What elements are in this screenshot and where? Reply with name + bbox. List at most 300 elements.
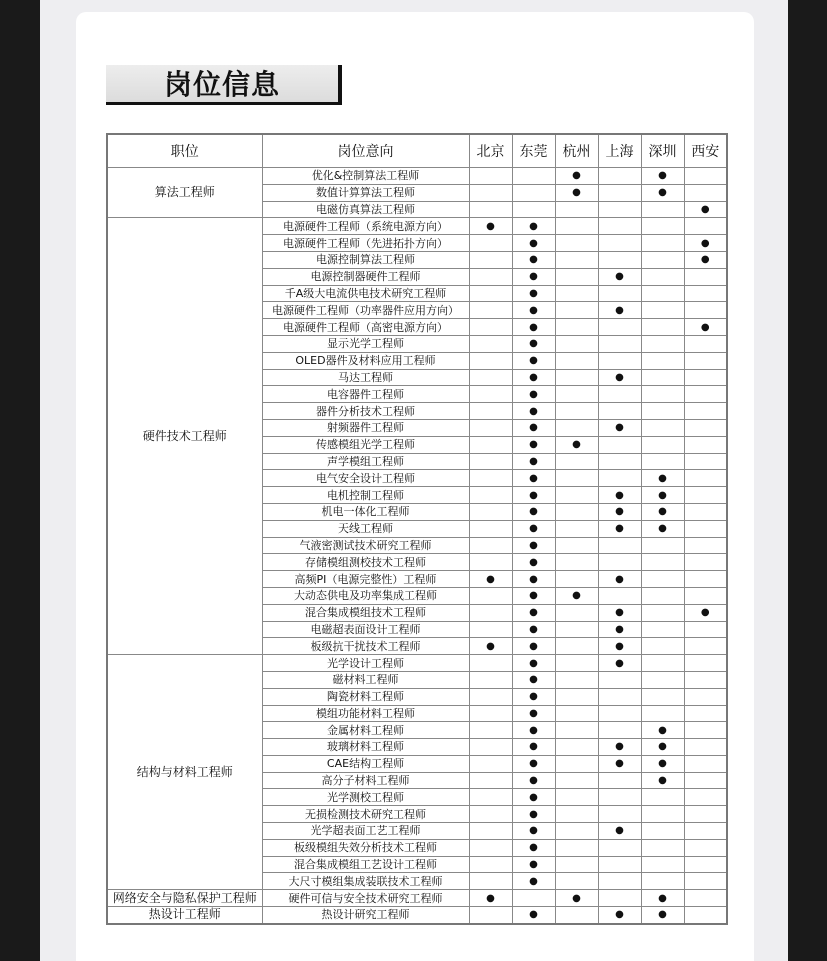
- job-title-cell: 板级抗干扰技术工程师: [262, 638, 469, 655]
- location-empty-cell: [555, 319, 598, 336]
- location-empty-cell: [641, 655, 684, 672]
- location-empty-cell: [598, 537, 641, 554]
- location-empty-cell: [469, 168, 512, 185]
- location-dot-icon: ●: [598, 907, 641, 924]
- location-empty-cell: [684, 655, 727, 672]
- location-empty-cell: [469, 369, 512, 386]
- location-empty-cell: [641, 604, 684, 621]
- job-title-cell: 电机控制工程师: [262, 487, 469, 504]
- location-empty-cell: [684, 453, 727, 470]
- location-empty-cell: [555, 554, 598, 571]
- job-title-cell: 数值计算算法工程师: [262, 184, 469, 201]
- location-empty-cell: [641, 352, 684, 369]
- location-empty-cell: [641, 688, 684, 705]
- location-empty-cell: [684, 890, 727, 907]
- location-empty-cell: [684, 705, 727, 722]
- location-empty-cell: [641, 403, 684, 420]
- location-empty-cell: [598, 251, 641, 268]
- location-dot-icon: ●: [512, 520, 555, 537]
- location-empty-cell: [555, 218, 598, 235]
- location-empty-cell: [469, 436, 512, 453]
- location-dot-icon: ●: [598, 369, 641, 386]
- location-empty-cell: [469, 319, 512, 336]
- location-empty-cell: [469, 806, 512, 823]
- location-empty-cell: [469, 251, 512, 268]
- table-row: [107, 907, 727, 924]
- location-dot-icon: ●: [641, 184, 684, 201]
- location-empty-cell: [555, 621, 598, 638]
- location-empty-cell: [469, 688, 512, 705]
- location-dot-icon: ●: [641, 907, 684, 924]
- location-dot-icon: ●: [469, 890, 512, 907]
- section-title-box: [106, 65, 342, 105]
- location-empty-cell: [684, 218, 727, 235]
- location-empty-cell: [598, 201, 641, 218]
- location-empty-cell: [598, 890, 641, 907]
- job-title-cell: 电磁超表面设计工程师: [262, 621, 469, 638]
- location-empty-cell: [469, 722, 512, 739]
- location-empty-cell: [469, 235, 512, 252]
- job-title-cell: 电源硬件工程师（系统电源方向）: [262, 218, 469, 235]
- job-title-cell: 电气安全设计工程师: [262, 470, 469, 487]
- location-dot-icon: ●: [598, 739, 641, 756]
- location-empty-cell: [684, 739, 727, 756]
- location-dot-icon: ●: [641, 470, 684, 487]
- category-cell: 结构与材料工程师: [107, 655, 262, 890]
- location-empty-cell: [684, 403, 727, 420]
- location-dot-icon: ●: [512, 403, 555, 420]
- job-title-cell: 电源硬件工程师（功率器件应用方向）: [262, 302, 469, 319]
- location-empty-cell: [555, 369, 598, 386]
- location-empty-cell: [684, 386, 727, 403]
- header-city-hangzhou: 杭州: [555, 134, 598, 168]
- location-dot-icon: ●: [512, 352, 555, 369]
- location-empty-cell: [598, 218, 641, 235]
- header-city-xian: 西安: [684, 134, 727, 168]
- job-title-cell: 硬件可信与安全技术研究工程师: [262, 890, 469, 907]
- location-empty-cell: [598, 285, 641, 302]
- location-dot-icon: ●: [512, 705, 555, 722]
- job-title-cell: 光学设计工程师: [262, 655, 469, 672]
- location-empty-cell: [684, 755, 727, 772]
- location-empty-cell: [641, 319, 684, 336]
- location-empty-cell: [555, 235, 598, 252]
- table-row: [107, 890, 727, 907]
- location-empty-cell: [598, 772, 641, 789]
- location-empty-cell: [469, 302, 512, 319]
- location-empty-cell: [469, 873, 512, 890]
- location-empty-cell: [641, 419, 684, 436]
- header-intention: 岗位意向: [262, 134, 469, 168]
- job-title-cell: 金属材料工程师: [262, 722, 469, 739]
- location-dot-icon: ●: [512, 806, 555, 823]
- location-dot-icon: ●: [512, 688, 555, 705]
- location-empty-cell: [598, 352, 641, 369]
- location-empty-cell: [555, 352, 598, 369]
- location-dot-icon: ●: [598, 621, 641, 638]
- location-dot-icon: ●: [512, 789, 555, 806]
- location-empty-cell: [684, 352, 727, 369]
- location-dot-icon: ●: [598, 302, 641, 319]
- location-empty-cell: [555, 302, 598, 319]
- location-empty-cell: [469, 705, 512, 722]
- job-title-cell: 高频PI（电源完整性）工程师: [262, 571, 469, 588]
- location-dot-icon: ●: [469, 218, 512, 235]
- location-empty-cell: [555, 856, 598, 873]
- location-empty-cell: [555, 789, 598, 806]
- location-dot-icon: ●: [598, 638, 641, 655]
- location-empty-cell: [555, 386, 598, 403]
- location-dot-icon: ●: [641, 739, 684, 756]
- location-empty-cell: [469, 537, 512, 554]
- location-empty-cell: [598, 789, 641, 806]
- header-city-dongguan: 东莞: [512, 134, 555, 168]
- location-dot-icon: ●: [598, 655, 641, 672]
- location-empty-cell: [598, 873, 641, 890]
- location-empty-cell: [469, 671, 512, 688]
- job-title-cell: 大尺寸模组集成装联技术工程师: [262, 873, 469, 890]
- job-title-cell: 电源硬件工程师（先进拓扑方向）: [262, 235, 469, 252]
- location-empty-cell: [684, 503, 727, 520]
- location-empty-cell: [598, 856, 641, 873]
- location-dot-icon: ●: [469, 638, 512, 655]
- location-dot-icon: ●: [684, 235, 727, 252]
- location-dot-icon: ●: [555, 184, 598, 201]
- location-empty-cell: [684, 789, 727, 806]
- location-empty-cell: [469, 755, 512, 772]
- location-empty-cell: [641, 436, 684, 453]
- location-empty-cell: [555, 453, 598, 470]
- location-empty-cell: [469, 587, 512, 604]
- location-dot-icon: ●: [641, 722, 684, 739]
- location-empty-cell: [598, 168, 641, 185]
- location-empty-cell: [641, 789, 684, 806]
- location-empty-cell: [598, 554, 641, 571]
- location-empty-cell: [641, 671, 684, 688]
- location-empty-cell: [684, 873, 727, 890]
- location-empty-cell: [684, 487, 727, 504]
- job-title-cell: 传感模组光学工程师: [262, 436, 469, 453]
- location-empty-cell: [641, 386, 684, 403]
- table-header-row: [107, 134, 727, 168]
- location-dot-icon: ●: [512, 470, 555, 487]
- location-empty-cell: [684, 285, 727, 302]
- job-title-cell: 玻璃材料工程师: [262, 739, 469, 756]
- location-dot-icon: ●: [512, 302, 555, 319]
- job-title-cell: 电磁仿真算法工程师: [262, 201, 469, 218]
- location-dot-icon: ●: [512, 268, 555, 285]
- location-dot-icon: ●: [512, 251, 555, 268]
- location-empty-cell: [469, 621, 512, 638]
- location-empty-cell: [641, 554, 684, 571]
- location-empty-cell: [598, 839, 641, 856]
- location-empty-cell: [684, 268, 727, 285]
- location-empty-cell: [555, 335, 598, 352]
- job-title-cell: 马达工程师: [262, 369, 469, 386]
- location-dot-icon: ●: [684, 604, 727, 621]
- location-empty-cell: [684, 823, 727, 840]
- section-title: 岗位信息: [164, 68, 281, 101]
- location-dot-icon: ●: [684, 201, 727, 218]
- location-dot-icon: ●: [512, 755, 555, 772]
- location-dot-icon: ●: [512, 335, 555, 352]
- location-empty-cell: [469, 789, 512, 806]
- left-dark-border: [0, 0, 40, 961]
- location-empty-cell: [555, 671, 598, 688]
- location-empty-cell: [555, 688, 598, 705]
- location-empty-cell: [598, 403, 641, 420]
- job-title-cell: CAE结构工程师: [262, 755, 469, 772]
- job-title-cell: 大动态供电及功率集成工程师: [262, 587, 469, 604]
- location-empty-cell: [555, 806, 598, 823]
- location-empty-cell: [555, 503, 598, 520]
- location-empty-cell: [555, 470, 598, 487]
- location-empty-cell: [598, 453, 641, 470]
- location-dot-icon: ●: [641, 772, 684, 789]
- location-empty-cell: [684, 520, 727, 537]
- location-empty-cell: [684, 856, 727, 873]
- location-dot-icon: ●: [512, 739, 555, 756]
- location-empty-cell: [641, 873, 684, 890]
- location-dot-icon: ●: [512, 453, 555, 470]
- job-title-cell: 模组功能材料工程师: [262, 705, 469, 722]
- job-title-cell: 高分子材料工程师: [262, 772, 469, 789]
- location-dot-icon: ●: [512, 772, 555, 789]
- location-empty-cell: [641, 251, 684, 268]
- location-dot-icon: ●: [598, 268, 641, 285]
- category-cell: 网络安全与隐私保护工程师: [107, 890, 262, 907]
- job-title-cell: 优化&控制算法工程师: [262, 168, 469, 185]
- location-dot-icon: ●: [512, 587, 555, 604]
- table-row: [107, 218, 727, 235]
- job-title-cell: 气液密测试技术研究工程师: [262, 537, 469, 554]
- location-dot-icon: ●: [512, 638, 555, 655]
- job-title-cell: 电源控制器硬件工程师: [262, 268, 469, 285]
- location-empty-cell: [469, 487, 512, 504]
- location-dot-icon: ●: [512, 235, 555, 252]
- job-title-cell: 磁材料工程师: [262, 671, 469, 688]
- location-dot-icon: ●: [684, 251, 727, 268]
- location-empty-cell: [598, 705, 641, 722]
- location-empty-cell: [555, 520, 598, 537]
- location-empty-cell: [512, 201, 555, 218]
- location-empty-cell: [469, 386, 512, 403]
- location-empty-cell: [641, 335, 684, 352]
- location-empty-cell: [555, 571, 598, 588]
- header-city-shanghai: 上海: [598, 134, 641, 168]
- location-dot-icon: ●: [512, 907, 555, 924]
- location-empty-cell: [469, 285, 512, 302]
- location-dot-icon: ●: [512, 386, 555, 403]
- job-title-cell: 板级模组失效分析技术工程师: [262, 839, 469, 856]
- location-empty-cell: [641, 537, 684, 554]
- location-empty-cell: [598, 436, 641, 453]
- location-empty-cell: [641, 638, 684, 655]
- location-empty-cell: [641, 201, 684, 218]
- location-dot-icon: ●: [598, 755, 641, 772]
- location-dot-icon: ●: [512, 655, 555, 672]
- location-dot-icon: ●: [512, 604, 555, 621]
- location-empty-cell: [469, 823, 512, 840]
- job-title-cell: 千A级大电流供电技术研究工程师: [262, 285, 469, 302]
- job-title-cell: 存储模组测校技术工程师: [262, 554, 469, 571]
- job-title-cell: 器件分析技术工程师: [262, 403, 469, 420]
- location-empty-cell: [555, 201, 598, 218]
- location-dot-icon: ●: [469, 571, 512, 588]
- location-dot-icon: ●: [641, 890, 684, 907]
- location-empty-cell: [598, 319, 641, 336]
- location-empty-cell: [555, 419, 598, 436]
- location-empty-cell: [641, 823, 684, 840]
- location-empty-cell: [555, 537, 598, 554]
- location-empty-cell: [598, 671, 641, 688]
- location-empty-cell: [469, 554, 512, 571]
- location-dot-icon: ●: [684, 319, 727, 336]
- location-dot-icon: ●: [512, 671, 555, 688]
- location-dot-icon: ●: [512, 319, 555, 336]
- location-dot-icon: ●: [641, 503, 684, 520]
- job-title-cell: 陶瓷材料工程师: [262, 688, 469, 705]
- location-empty-cell: [684, 671, 727, 688]
- location-dot-icon: ●: [641, 755, 684, 772]
- location-empty-cell: [684, 168, 727, 185]
- location-empty-cell: [598, 386, 641, 403]
- location-empty-cell: [555, 403, 598, 420]
- location-empty-cell: [469, 839, 512, 856]
- location-empty-cell: [684, 638, 727, 655]
- job-title-cell: 电源控制算法工程师: [262, 251, 469, 268]
- location-dot-icon: ●: [555, 890, 598, 907]
- location-empty-cell: [641, 587, 684, 604]
- location-dot-icon: ●: [555, 168, 598, 185]
- job-title-cell: 机电一体化工程师: [262, 503, 469, 520]
- location-empty-cell: [684, 184, 727, 201]
- location-dot-icon: ●: [512, 856, 555, 873]
- location-empty-cell: [598, 688, 641, 705]
- location-dot-icon: ●: [512, 571, 555, 588]
- job-title-cell: 光学超表面工艺工程师: [262, 823, 469, 840]
- location-empty-cell: [469, 520, 512, 537]
- location-empty-cell: [641, 268, 684, 285]
- location-empty-cell: [641, 806, 684, 823]
- location-empty-cell: [512, 890, 555, 907]
- location-dot-icon: ●: [598, 571, 641, 588]
- location-dot-icon: ●: [512, 537, 555, 554]
- location-empty-cell: [555, 705, 598, 722]
- location-dot-icon: ●: [512, 823, 555, 840]
- job-title-cell: 光学测校工程师: [262, 789, 469, 806]
- location-empty-cell: [598, 335, 641, 352]
- location-empty-cell: [598, 235, 641, 252]
- location-empty-cell: [641, 369, 684, 386]
- location-empty-cell: [684, 335, 727, 352]
- location-empty-cell: [684, 907, 727, 924]
- location-empty-cell: [684, 419, 727, 436]
- location-dot-icon: ●: [512, 436, 555, 453]
- location-empty-cell: [598, 587, 641, 604]
- job-title-cell: 混合集成模组工艺设计工程师: [262, 856, 469, 873]
- location-dot-icon: ●: [512, 621, 555, 638]
- location-empty-cell: [641, 856, 684, 873]
- location-empty-cell: [469, 419, 512, 436]
- category-cell: 热设计工程师: [107, 907, 262, 924]
- location-empty-cell: [469, 604, 512, 621]
- location-empty-cell: [684, 436, 727, 453]
- location-empty-cell: [555, 251, 598, 268]
- location-empty-cell: [512, 184, 555, 201]
- location-empty-cell: [469, 907, 512, 924]
- location-dot-icon: ●: [641, 520, 684, 537]
- header-position: 职位: [107, 134, 262, 168]
- location-empty-cell: [555, 772, 598, 789]
- location-empty-cell: [598, 722, 641, 739]
- location-empty-cell: [469, 184, 512, 201]
- job-title-cell: 电源硬件工程师（高密电源方向）: [262, 319, 469, 336]
- location-dot-icon: ●: [512, 218, 555, 235]
- location-empty-cell: [598, 806, 641, 823]
- location-dot-icon: ●: [598, 503, 641, 520]
- job-table-body: [107, 168, 727, 924]
- location-empty-cell: [684, 587, 727, 604]
- header-city-shenzhen: 深圳: [641, 134, 684, 168]
- location-empty-cell: [555, 722, 598, 739]
- location-empty-cell: [469, 739, 512, 756]
- job-title-cell: 天线工程师: [262, 520, 469, 537]
- location-empty-cell: [469, 352, 512, 369]
- job-title-cell: 混合集成模组技术工程师: [262, 604, 469, 621]
- location-empty-cell: [684, 839, 727, 856]
- location-dot-icon: ●: [512, 722, 555, 739]
- category-cell: 硬件技术工程师: [107, 218, 262, 655]
- location-dot-icon: ●: [512, 554, 555, 571]
- job-title-cell: 声学模组工程师: [262, 453, 469, 470]
- location-empty-cell: [641, 705, 684, 722]
- location-dot-icon: ●: [512, 419, 555, 436]
- location-empty-cell: [684, 806, 727, 823]
- location-empty-cell: [469, 453, 512, 470]
- location-dot-icon: ●: [555, 436, 598, 453]
- location-dot-icon: ●: [512, 369, 555, 386]
- location-empty-cell: [684, 470, 727, 487]
- location-dot-icon: ●: [598, 823, 641, 840]
- category-cell: 算法工程师: [107, 168, 262, 218]
- location-empty-cell: [684, 772, 727, 789]
- location-dot-icon: ●: [598, 604, 641, 621]
- location-empty-cell: [598, 470, 641, 487]
- location-empty-cell: [684, 688, 727, 705]
- location-empty-cell: [555, 907, 598, 924]
- location-empty-cell: [469, 772, 512, 789]
- location-dot-icon: ●: [598, 487, 641, 504]
- location-empty-cell: [641, 571, 684, 588]
- location-empty-cell: [684, 621, 727, 638]
- header-city-beijing: 北京: [469, 134, 512, 168]
- location-dot-icon: ●: [555, 587, 598, 604]
- location-empty-cell: [641, 453, 684, 470]
- location-empty-cell: [469, 856, 512, 873]
- location-empty-cell: [641, 621, 684, 638]
- job-title-cell: 电容器件工程师: [262, 386, 469, 403]
- location-empty-cell: [469, 403, 512, 420]
- job-title-cell: 无损检测技术研究工程师: [262, 806, 469, 823]
- location-empty-cell: [684, 302, 727, 319]
- location-empty-cell: [684, 722, 727, 739]
- location-empty-cell: [555, 487, 598, 504]
- location-dot-icon: ●: [598, 520, 641, 537]
- job-title-cell: OLED器件及材料应用工程师: [262, 352, 469, 369]
- table-row: [107, 655, 727, 672]
- location-dot-icon: ●: [512, 503, 555, 520]
